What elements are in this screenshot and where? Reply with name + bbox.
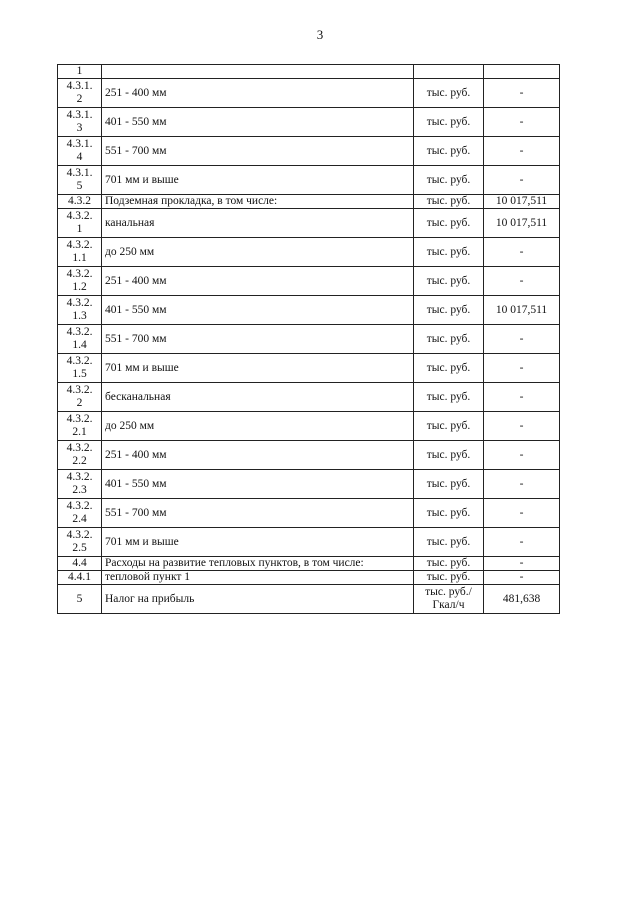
row-name-cell: бесканальная [102, 383, 414, 412]
row-name-cell: Подземная прокладка, в том числе: [102, 195, 414, 209]
row-name-cell: 701 мм и выше [102, 354, 414, 383]
row-number-cell: 4.3.2. 2.5 [58, 528, 102, 557]
table-row [58, 412, 560, 441]
row-number-cell: 4.3.2. 2.4 [58, 499, 102, 528]
page-number: 3 [316, 27, 324, 42]
row-unit-cell: тыс. руб./ Гкал/ч [414, 585, 484, 614]
row-value-cell: - [484, 412, 560, 441]
row-number-cell: 4.3.2. 2.3 [58, 470, 102, 499]
row-unit-cell: тыс. руб. [414, 267, 484, 296]
row-name-cell: 251 - 400 мм [102, 441, 414, 470]
table-row [58, 166, 560, 195]
table-row [58, 528, 560, 557]
row-unit-cell: тыс. руб. [414, 79, 484, 108]
row-unit-cell: тыс. руб. [414, 209, 484, 238]
row-name-cell: до 250 мм [102, 238, 414, 267]
row-value-cell: 10 017,511 [484, 195, 560, 209]
row-number-cell: 4.3.1. 3 [58, 108, 102, 137]
row-value-cell: 481,638 [484, 585, 560, 614]
row-unit-cell: тыс. руб. [414, 137, 484, 166]
column-name-cell [102, 65, 414, 79]
row-name-cell: канальная [102, 209, 414, 238]
row-number-cell: 4.3.2. 2.1 [58, 412, 102, 441]
row-number-cell: 4.3.2. 1 [58, 209, 102, 238]
row-value-cell: - [484, 383, 560, 412]
row-name-cell: тепловой пункт 1 [102, 571, 414, 585]
row-unit-cell: тыс. руб. [414, 557, 484, 571]
row-value-cell: - [484, 557, 560, 571]
row-unit-cell: тыс. руб. [414, 238, 484, 267]
row-name-cell: 701 мм и выше [102, 528, 414, 557]
row-name-cell: Налог на прибыль [102, 585, 414, 614]
row-value-cell: - [484, 137, 560, 166]
row-value-cell: - [484, 267, 560, 296]
table-row [58, 267, 560, 296]
column-unit-cell [414, 65, 484, 79]
row-value-cell: - [484, 499, 560, 528]
row-unit-cell: тыс. руб. [414, 528, 484, 557]
table-row [58, 325, 560, 354]
row-value-cell: - [484, 325, 560, 354]
row-number-cell: 4.3.1. 4 [58, 137, 102, 166]
row-number-cell: 5 [58, 585, 102, 614]
row-name-cell: 251 - 400 мм [102, 79, 414, 108]
row-unit-cell: тыс. руб. [414, 571, 484, 585]
row-number-cell: 4.3.2. 1.1 [58, 238, 102, 267]
column-value-cell [484, 65, 560, 79]
row-number-cell: 4.3.2. 2 [58, 383, 102, 412]
row-unit-cell: тыс. руб. [414, 441, 484, 470]
row-number-cell: 4.4.1 [58, 571, 102, 585]
table-row [58, 79, 560, 108]
row-unit-cell: тыс. руб. [414, 354, 484, 383]
row-name-cell: 251 - 400 мм [102, 267, 414, 296]
table-row [58, 441, 560, 470]
row-value-cell: - [484, 166, 560, 195]
row-value-cell: - [484, 354, 560, 383]
row-value-cell: - [484, 238, 560, 267]
row-number-cell: 4.3.2. 2.2 [58, 441, 102, 470]
table-row [58, 296, 560, 325]
row-number-cell: 4.3.2. 1.4 [58, 325, 102, 354]
row-unit-cell: тыс. руб. [414, 195, 484, 209]
row-number-cell: 4.3.1. 2 [58, 79, 102, 108]
row-name-cell: 401 - 550 мм [102, 296, 414, 325]
table-row [58, 383, 560, 412]
row-number-cell: 4.3.2 [58, 195, 102, 209]
row-unit-cell: тыс. руб. [414, 412, 484, 441]
table-row [58, 195, 560, 209]
table-row [58, 557, 560, 571]
table-row [58, 354, 560, 383]
row-number-cell: 4.4 [58, 557, 102, 571]
row-name-cell: 701 мм и выше [102, 166, 414, 195]
row-name-cell: Расходы на развитие тепловых пунктов, в том числе: [102, 557, 414, 571]
row-value-cell: 10 017,511 [484, 209, 560, 238]
table-header-row [58, 65, 560, 79]
row-value-cell: - [484, 528, 560, 557]
row-name-cell: 401 - 550 мм [102, 470, 414, 499]
table-row [58, 499, 560, 528]
table-row [58, 108, 560, 137]
row-unit-cell: тыс. руб. [414, 296, 484, 325]
row-unit-cell: тыс. руб. [414, 383, 484, 412]
table-row [58, 571, 560, 585]
table-row [58, 585, 560, 614]
row-unit-cell: тыс. руб. [414, 325, 484, 354]
row-name-cell: 551 - 700 мм [102, 137, 414, 166]
row-number-cell: 4.3.2. 1.5 [58, 354, 102, 383]
table-row [58, 137, 560, 166]
row-unit-cell: тыс. руб. [414, 108, 484, 137]
row-name-cell: до 250 мм [102, 412, 414, 441]
row-unit-cell: тыс. руб. [414, 470, 484, 499]
table-row [58, 209, 560, 238]
row-unit-cell: тыс. руб. [414, 499, 484, 528]
row-number-cell: 4.3.1. 5 [58, 166, 102, 195]
row-value-cell: - [484, 108, 560, 137]
tariff-table [57, 64, 560, 614]
row-value-cell: - [484, 571, 560, 585]
row-value-cell: - [484, 79, 560, 108]
row-value-cell: - [484, 470, 560, 499]
row-name-cell: 401 - 550 мм [102, 108, 414, 137]
row-number-cell: 4.3.2. 1.3 [58, 296, 102, 325]
row-value-cell: - [484, 441, 560, 470]
table-row [58, 470, 560, 499]
row-value-cell: 10 017,511 [484, 296, 560, 325]
column-number-cell: 1 [58, 65, 102, 79]
row-name-cell: 551 - 700 мм [102, 499, 414, 528]
table-row [58, 238, 560, 267]
row-unit-cell: тыс. руб. [414, 166, 484, 195]
row-name-cell: 551 - 700 мм [102, 325, 414, 354]
row-number-cell: 4.3.2. 1.2 [58, 267, 102, 296]
